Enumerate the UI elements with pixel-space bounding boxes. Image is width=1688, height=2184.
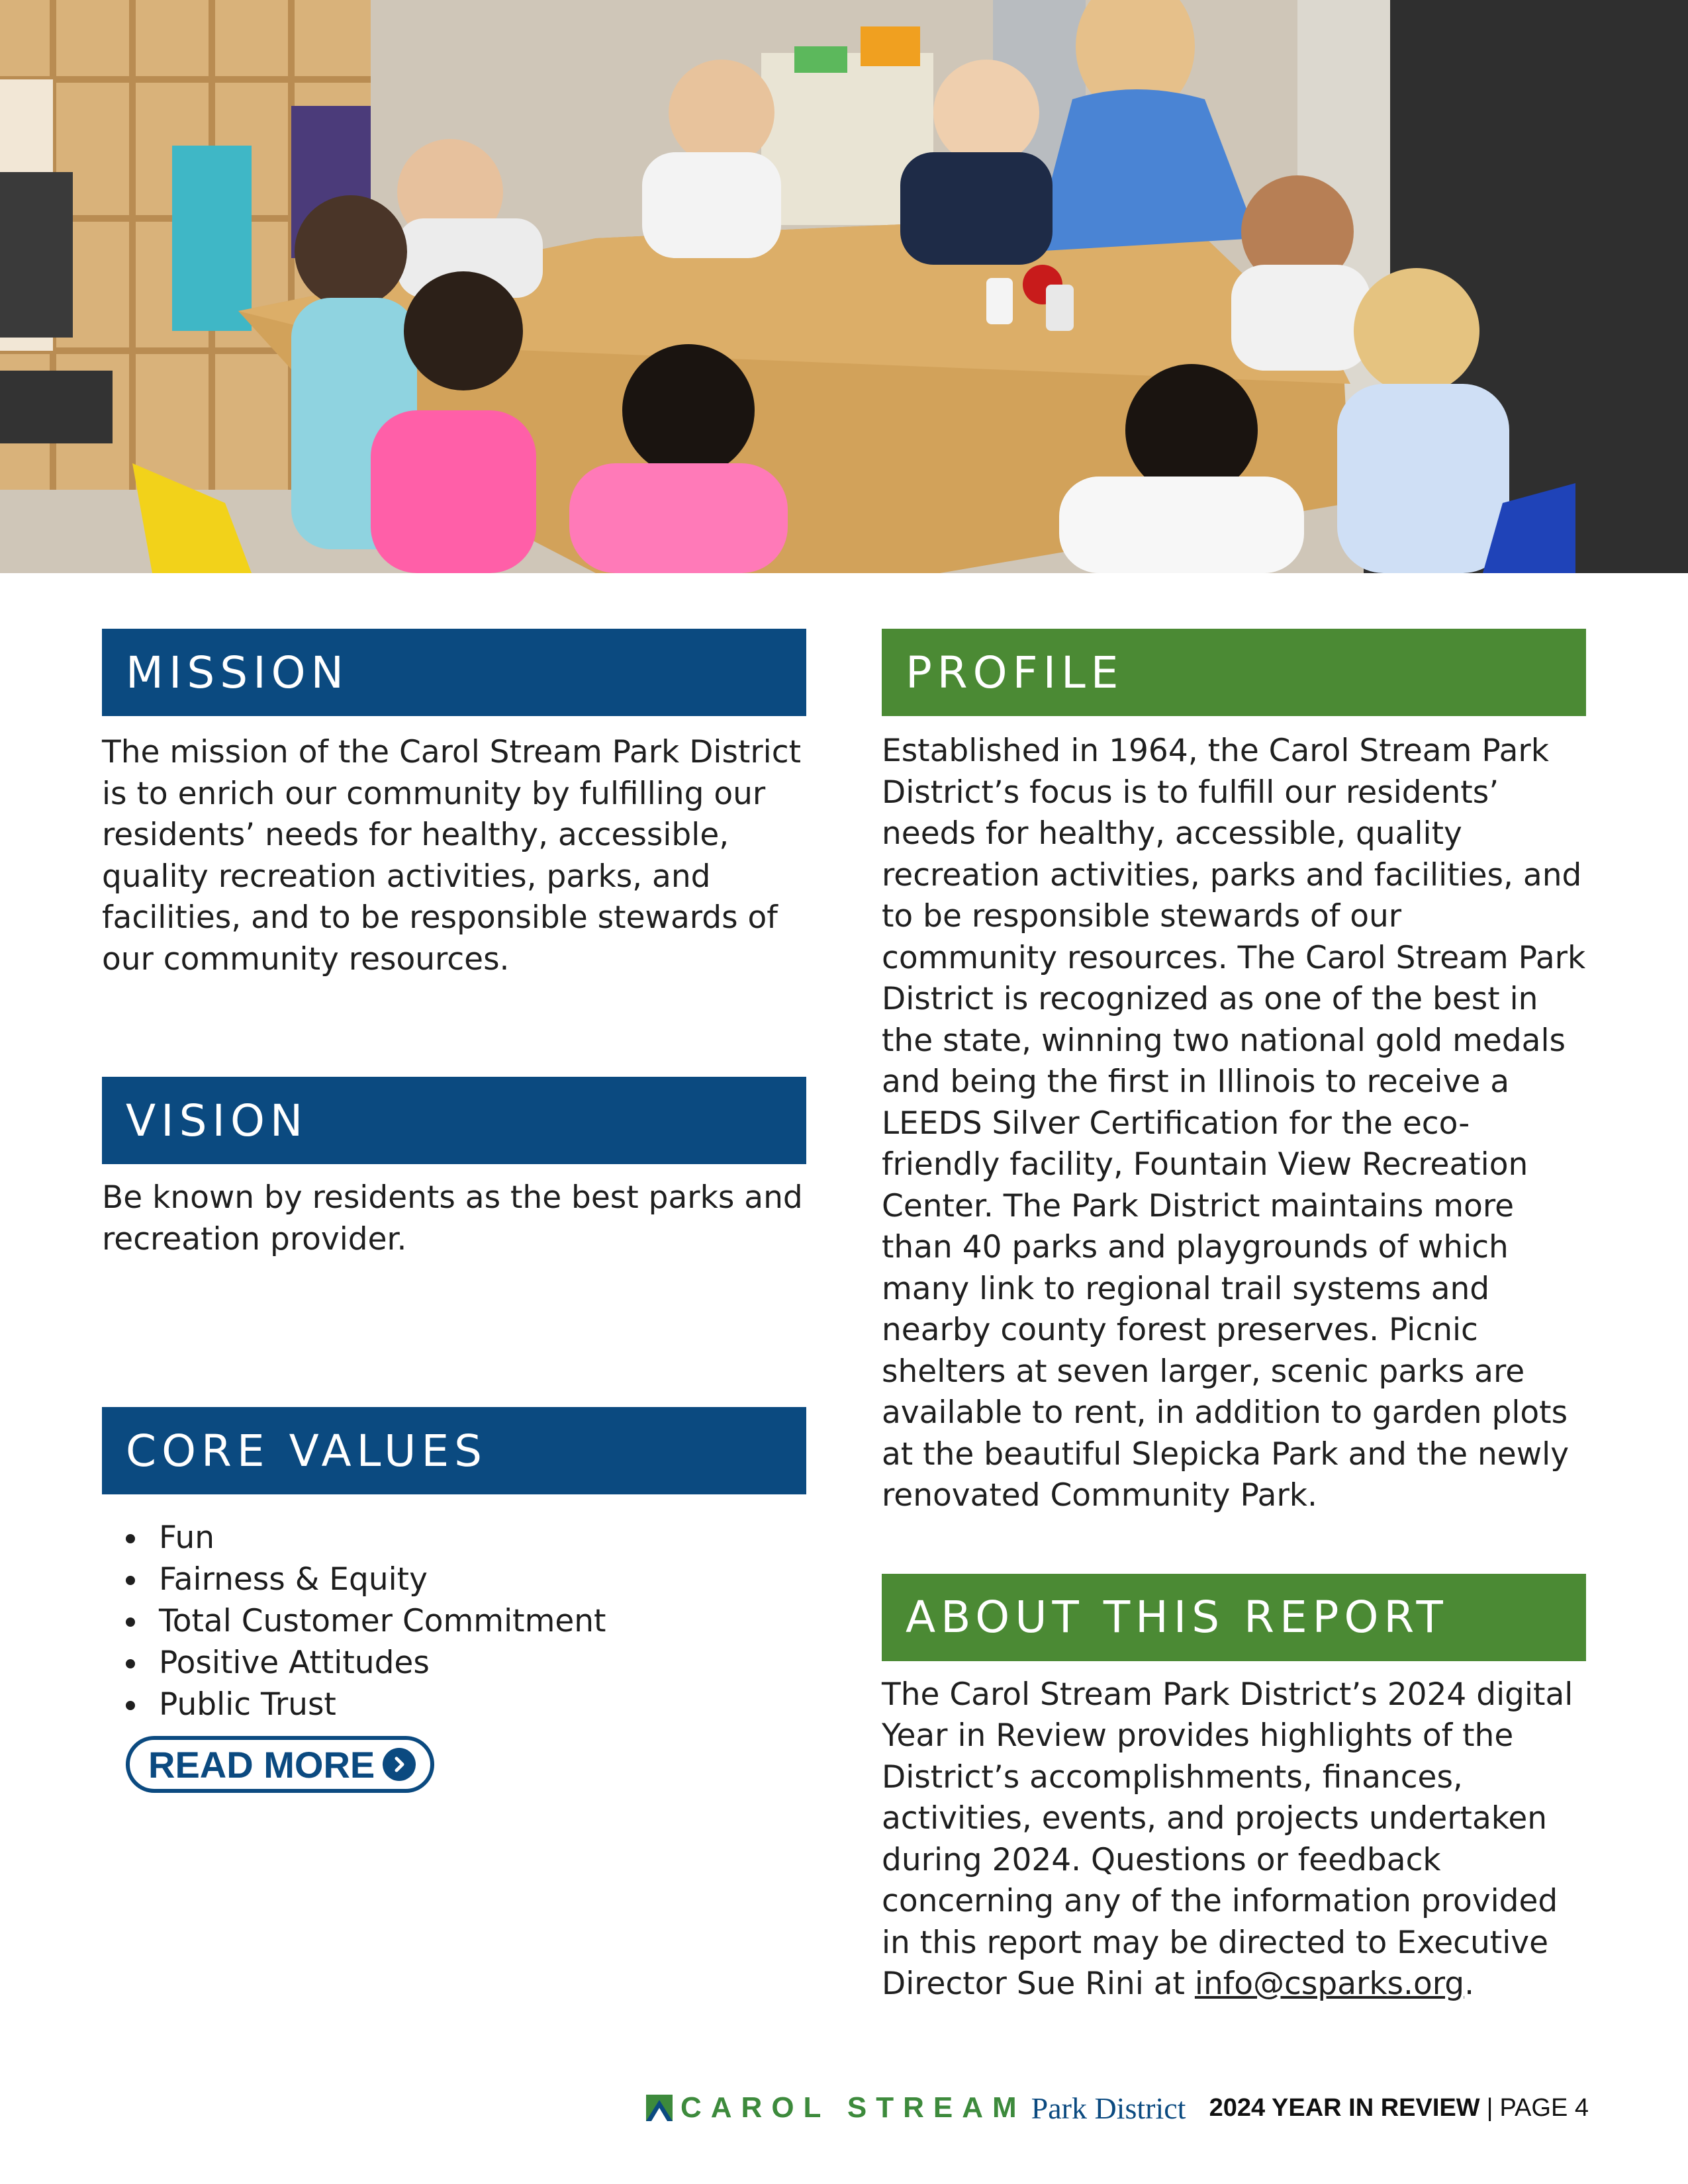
about-text [882, 1674, 1586, 2005]
hero-photo [0, 0, 1688, 573]
mission-heading [102, 629, 806, 716]
park-district-logo-icon [646, 2095, 673, 2121]
footer-page-info [1209, 2091, 1589, 2124]
logo-wordmark: CAROL STREAM [680, 2091, 1026, 2124]
read-more-label: READ MORE [148, 1743, 375, 1786]
list-item: Fairness & Equity [122, 1559, 806, 1600]
core-values-list [102, 1517, 806, 1725]
report-title: 2024 YEAR IN REVIEW [1209, 2093, 1480, 2122]
footer-separator: | [1486, 2093, 1493, 2122]
list-item: Positive Attitudes [122, 1642, 806, 1684]
about-end: . [1464, 1966, 1475, 2002]
mission-heading-text: MISSION [126, 647, 349, 698]
page-number: PAGE 4 [1499, 2093, 1589, 2122]
core-values-heading [102, 1407, 806, 1494]
about-body: The Carol Stream Park District’s 2024 digital Year in Review provides highlights of the District’s accomplishments, finances, activities, events, and projects undertaken during 2024. Questions or feedback concerning any of the information provided in this report may be directed to Executive Director Sue Rini at [882, 1676, 1573, 2002]
footer-logo [646, 2091, 1186, 2124]
list-item: Public Trust [122, 1684, 806, 1725]
left-column [102, 629, 806, 1793]
vision-heading [102, 1077, 806, 1164]
list-item: Fun [122, 1517, 806, 1559]
classroom-photo-illustration [0, 0, 1688, 573]
about-heading-text: ABOUT THIS REPORT [906, 1592, 1448, 1643]
mission-text: The mission of the Carol Stream Park District is to enrich our community by fulfilling our residents’ needs for healthy, accessible, quality recreation activities, parks, and facilities, and to be responsible stewards of our community resources. [102, 734, 802, 978]
profile-heading-text: PROFILE [906, 647, 1124, 698]
list-item: Total Customer Commitment [122, 1600, 806, 1642]
profile-text: Established in 1964, the Carol Stream Park District’s focus is to fulfill our residents’ needs for healthy, accessible, quality recreation activities, parks and facilities, and to be responsible stewards of our community resources. The Carol Stream Park District is recognized as one of the best in the state, winning two national gold medals and being the first in Illinois to receive a LEEDS Silver Certification for the eco-friendly facility, Fountain View Recreation Center. The Park District maintains more than 40 parks and playgrounds of which many link to regional trail systems and nearby county forest preserves. Picnic shelters at seven larger, scenic parks are available to rent, in addition to garden plots at the beautiful Slepicka Park and the newly renovated Community Park. [882, 733, 1586, 1514]
right-column [882, 629, 1586, 2005]
profile-heading [882, 629, 1586, 716]
about-heading [882, 1574, 1586, 1661]
vision-text: Be known by residents as the best parks and recreation provider. [102, 1179, 803, 1257]
logo-subtitle: Park District [1031, 2091, 1186, 2125]
chevron-right-icon [383, 1748, 416, 1781]
read-more-button[interactable] [126, 1736, 434, 1793]
email-link[interactable]: info@csparks.org [1194, 1966, 1465, 2002]
core-values-heading-text: CORE VALUES [126, 1425, 488, 1477]
vision-heading-text: VISION [126, 1095, 308, 1146]
